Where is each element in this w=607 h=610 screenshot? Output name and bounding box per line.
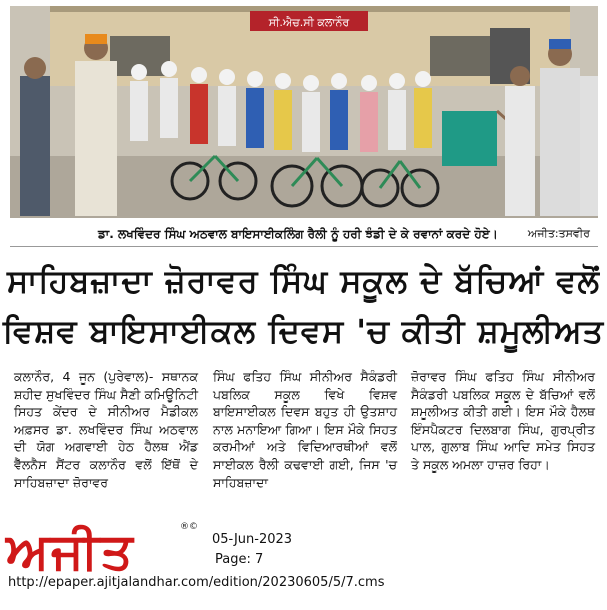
headline-line-2: ਵਿਸ਼ਵ ਬਾਇਸਾਈਕਲ ਦਿਵਸ 'ਚ ਕੀਤੀ ਸ਼ਮੂਲੀਅਤ: [2, 312, 605, 350]
photo-credit: ਅਜੀਤ:ਤਸਵੀਰ: [527, 227, 590, 240]
article-column-2: [213, 368, 397, 491]
article-column-1: [14, 368, 198, 491]
photo-caption: [10, 224, 598, 244]
green-flag: [442, 111, 497, 166]
bicycle-rally-photo: [10, 6, 598, 218]
banner-text: ਸੀ.ਐਚ.ਸੀ ਕਲਾਨੌਰ: [268, 16, 350, 29]
caption-text: ਡਾ. ਲਖਵਿੰਦਰ ਸਿੰਘ ਅਠਵਾਲ ਬਾਇਸਾਈਕਲਿੰਗ ਰੈਲੀ ਨੂੰ ਹਰੀ ਝੰਡੀ ਦੇ ਕੇ ਰਵਾਨਾਂ ਕਰਦੇ ਹੋਏ।: [98, 227, 498, 241]
article-column-3: [411, 368, 595, 474]
article-text: ਸਿੰਘ ਫਤਿਹ ਸਿੰਘ ਸੀਨੀਅਰ ਸੈਕੰਡਰੀ ਪਬਲਿਕ ਸਕੂਲ ਵਿਖੇ ਵਿਸ਼ਵ ਬਾਇਸਾਈਕਲ ਦਿਵਸ ਬਹੁਤ ਹੀ ਉਤਸ਼ਾਹ ਨਾਲ ਮਨਾਇਆ ਗਿਆ। ਇਸ ਮੌਕੇ ਸਿਹਤ ਕਰਮੀਆਂ ਅਤੇ ਵਿਦਿਆਰਥੀਆਂ ਵਲੋਂ ਸਾਈਕਲ ਰੈਲੀ ਕਢਵਾਈ ਗਈ, ਜਿਸ 'ਚ ਸਾਹਿਬਜ਼ਾਦਾ: [213, 369, 397, 490]
registered-mark: ®©: [180, 522, 198, 532]
page-number: Page: 7: [215, 552, 264, 567]
edition-date: 05-Jun-2023: [212, 532, 293, 547]
divider: [10, 246, 598, 247]
logo-text: ਅਜੀਤ: [6, 521, 135, 580]
article-text: ਕਲਾਨੌਰ, 4 ਜੂਨ (ਪੁਰੇਵਾਲ)- ਸਥਾਨਕ ਸ਼ਹੀਦ ਸੁਖਵਿੰਦਰ ਸਿੰਘ ਸੈਣੀ ਕਮਿਊਨਿਟੀ ਸਿਹਤ ਕੇਂਦਰ ਦੇ ਸੀਨੀਅਰ ਮੈਡੀਕਲ ਅਫ਼ਸਰ ਡਾ. ਲਖਵਿੰਦਰ ਸਿੰਘ ਅਠਵਾਲ ਦੀ ਯੋਗ ਅਗਵਾਈ ਹੇਠ ਹੈਲਥ ਐਂਡ ਵੈੱਲਨੈਸ ਸੈਂਟਰ ਕਲਾਨੌਰ ਵਲੋਂ ਇੱਥੋਂ ਦੇ ਸਾਹਿਬਜ਼ਾਦਾ ਜ਼ੋਰਾਵਰ: [14, 369, 198, 490]
source-url[interactable]: http://epaper.ajitjalandhar.com/edition/20230605/5/7.cms: [8, 575, 385, 590]
ajit-logo: [6, 522, 184, 580]
headline-line-1: ਸਾਹਿਬਜ਼ਾਦਾ ਜ਼ੋਰਾਵਰ ਸਿੰਘ ਸਕੂਲ ਦੇ ਬੱਚਿਆਂ ਵਲੋਂ: [6, 262, 601, 300]
news-photo: [10, 6, 598, 218]
article-text: ਜ਼ੋਰਾਵਰ ਸਿੰਘ ਫਤਿਹ ਸਿੰਘ ਸੀਨੀਅਰ ਸੈਕੰਡਰੀ ਪਬਲਿਕ ਸਕੂਲ ਦੇ ਬੱਚਿਆਂ ਵਲੋਂ ਸ਼ਮੂਲੀਅਤ ਕੀਤੀ ਗਈ। ਇਸ ਮੌਕੇ ਹੈਲਥ ਇੰਸਪੈਕਟਰ ਦਿਲਬਾਗ ਸਿੰਘ, ਗੁਰਪ੍ਰੀਤ ਪਾਲ, ਗੁਲਾਬ ਸਿੰਘ ਆਦਿ ਸਮੇਤ ਸਿਹਤ ਤੇ ਸਕੂਲ ਅਮਲਾ ਹਾਜ਼ਰ ਰਿਹਾ।: [411, 369, 595, 472]
